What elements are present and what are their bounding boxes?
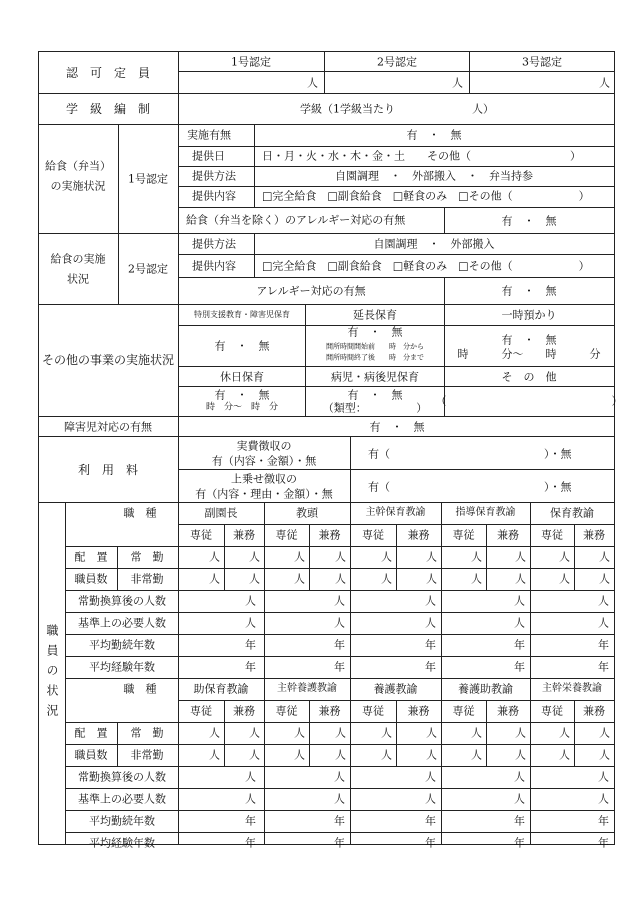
staff-nin-b-0-2-a: 人 (381, 726, 392, 740)
meal-r5-value: 有 ・ 無 (501, 214, 557, 228)
staff-job-b-2: 養護教諭 (373, 682, 418, 696)
meal2-label-b: 状況 (67, 272, 89, 286)
staff-haichi-b: 配 置 (74, 726, 108, 740)
staff-row-b-1: 基準上の必要人数 (78, 792, 166, 806)
staff-unit-b-0-2: 人 (425, 770, 436, 784)
staff-unit-b-2-3: 年 (514, 814, 525, 828)
staff-job-a-3: 指導保育教諭 (455, 507, 516, 518)
staff-unit-a-0-2: 人 (425, 594, 436, 608)
staff-nin-b-0-1-a: 人 (294, 726, 305, 740)
staff-unit-a-1-3: 人 (514, 616, 525, 630)
staff-ken-b-1: 兼務 (318, 704, 341, 718)
staff-nin-b-0-4-b: 人 (599, 726, 610, 740)
staff-unit-b-2-1: 年 (334, 814, 345, 828)
staff-nin-a-1-4-a: 人 (559, 572, 570, 586)
staff-nin-a-1-2-b: 人 (426, 572, 437, 586)
staff-job-b-1: 主幹養護教諭 (277, 683, 337, 694)
staff-unit-b-0-1: 人 (334, 770, 345, 784)
other-h4: 休日保育 (220, 370, 264, 384)
other-h3: 一時預かり (501, 308, 557, 322)
staff-unit-a-2-1: 年 (334, 638, 345, 652)
staff-job-a-0: 副園長 (204, 506, 238, 520)
staff-unit-a-2-4: 年 (598, 638, 609, 652)
staff-nin-b-1-1-a: 人 (294, 748, 305, 762)
staff-unit-a-3-3: 年 (514, 660, 525, 674)
other-v3b: 時 分～ 時 分 (457, 347, 601, 361)
staff-nin-a-1-1-a: 人 (294, 572, 305, 586)
staff-ken-b-4: 兼務 (583, 704, 605, 718)
staff-unit-b-1-0: 人 (245, 792, 256, 806)
staff-unit-b-0-0: 人 (245, 770, 256, 784)
staff-nin-a-1-3-b: 人 (515, 572, 526, 586)
other-v5b: （類型： ） (322, 401, 428, 415)
staff-nin-a-1-1-b: 人 (335, 572, 346, 586)
class-label: 学 級 編 制 (65, 102, 151, 116)
staff-side-label: 職員の状況 (45, 624, 59, 724)
meal2-r1-value: 自園調理 ・ 外部搬入 (373, 237, 495, 251)
staff-sen-a-0: 専従 (190, 528, 212, 542)
staff-hijokin-b: 非常勤 (130, 748, 164, 762)
staff-nin-a-0-4-b: 人 (599, 550, 610, 564)
fee-a2: 有（内容・金額）・無 (211, 454, 317, 468)
class-value: 学級（1学級当たり 人） (300, 102, 494, 116)
staff-type-label-a: 職 種 (123, 506, 157, 520)
staff-jokin-a: 常 勤 (130, 550, 164, 564)
staff-unit-b-2-2: 年 (425, 814, 436, 828)
staff-nin-b-0-3-a: 人 (471, 726, 482, 740)
staff-sen-b-4: 専従 (541, 704, 563, 718)
auth-col-3: 3号認定 (522, 55, 562, 69)
staff-unit-a-3-4: 年 (598, 660, 609, 674)
meal-r3-label: 提供方法 (192, 169, 236, 183)
staff-sen-a-1: 専従 (275, 528, 298, 542)
other-label: その他の事業の実施状況 (41, 353, 175, 367)
staff-sen-a-2: 専従 (362, 528, 384, 542)
staff-unit-b-2-4: 年 (598, 814, 609, 828)
staff-nin-b-1-0-b: 人 (249, 748, 260, 762)
staff-job-b-4: 主幹栄養教諭 (542, 683, 602, 694)
staff-unit-b-0-4: 人 (598, 770, 609, 784)
meal-group-1: 1号認定 (128, 172, 168, 186)
staff-nin-b-1-4-a: 人 (559, 748, 570, 762)
staff-nin-a-0-4-a: 人 (559, 550, 570, 564)
staff-unit-b-3-2: 年 (425, 836, 436, 850)
staff-ken-a-0: 兼務 (233, 528, 255, 542)
staff-nin-a-0-2-a: 人 (381, 550, 392, 564)
staff-nin-b-0-0-b: 人 (249, 726, 260, 740)
staff-ken-b-2: 兼務 (407, 704, 430, 718)
meal-r3-value: 自園調理 ・ 外部搬入 ・ 弁当持参 (335, 169, 533, 183)
fee-b-value: 有（ ）・無 (368, 480, 572, 494)
meal-r1-value: 有 ・ 無 (406, 128, 462, 142)
meal-r4-label: 提供内容 (192, 189, 236, 203)
meal2-r3-value: 有 ・ 無 (501, 284, 557, 298)
meal-label-a: 給食（弁当） (45, 159, 111, 173)
staff-job-b-3: 養護助教諭 (458, 682, 513, 696)
staff-ken-a-1: 兼務 (318, 528, 341, 542)
disab-label: 障害児対応の有無 (64, 420, 152, 434)
staff-unit-a-3-1: 年 (334, 660, 345, 674)
fee-label: 利 用 料 (77, 463, 139, 477)
auth-unit-1: 人 (307, 76, 318, 90)
staff-haichi-a: 配 置 (74, 550, 108, 564)
meal-r1-label: 実施有無 (187, 128, 231, 142)
staff-unit-b-2-0: 年 (245, 814, 256, 828)
staff-nin-b-1-1-b: 人 (335, 748, 346, 762)
meal-r5-label: 給食（弁当を除く）のアレルギー対応の有無 (186, 213, 406, 227)
staff-sen-b-0: 専従 (190, 704, 212, 718)
staff-unit-b-3-1: 年 (334, 836, 345, 850)
staff-nin-b-1-0-a: 人 (209, 748, 220, 762)
staff-nin-a-1-2-a: 人 (381, 572, 392, 586)
staff-nin-b-1-2-a: 人 (381, 748, 392, 762)
staff-sen-b-2: 専従 (362, 704, 384, 718)
staff-ken-b-0: 兼務 (233, 704, 255, 718)
staff-unit-b-3-0: 年 (245, 836, 256, 850)
staff-unit-a-2-3: 年 (514, 638, 525, 652)
staff-ken-a-4: 兼務 (583, 528, 605, 542)
auth-unit-3: 人 (599, 76, 610, 90)
meal2-label-a: 給食の実施 (50, 252, 106, 266)
staff-job-a-4: 保育教諭 (550, 506, 594, 520)
staff-sen-b-3: 専従 (452, 704, 475, 718)
staff-unit-b-1-1: 人 (334, 792, 345, 806)
staff-unit-b-1-3: 人 (514, 792, 525, 806)
staff-nin-a-1-0-b: 人 (249, 572, 260, 586)
staff-nin-a-0-1-b: 人 (335, 550, 346, 564)
other-v2c: 開所時間終了後 時 分まで (326, 353, 424, 362)
other-v4b: 時 分～ 時 分 (205, 402, 279, 413)
staff-unit-b-3-3: 年 (514, 836, 525, 850)
other-v1: 有 ・ 無 (214, 339, 270, 353)
meal-label-b: の実施状況 (50, 179, 106, 193)
meal-r4-value: □完全給食 □副食給食 □軽食のみ □その他（ ） (262, 189, 590, 203)
fee-b2: 有（内容・理由・金額）・無 (195, 487, 333, 501)
disab-value: 有 ・ 無 (369, 420, 425, 434)
other-v5a: 有 ・ 無 (347, 388, 403, 402)
staff-nin-a-0-3-a: 人 (471, 550, 482, 564)
other-v2a: 有 ・ 無 (347, 325, 403, 339)
staff-nin-b-0-2-b: 人 (426, 726, 437, 740)
staff-nin-a-1-0-a: 人 (209, 572, 220, 586)
staff-ken-b-3: 兼務 (497, 704, 519, 718)
staff-sen-b-1: 専従 (275, 704, 298, 718)
meal2-r2-label: 提供内容 (192, 259, 236, 273)
fee-b1: 上乗せ徴収の (231, 472, 297, 486)
fee-a-value: 有（ ）・無 (368, 447, 572, 461)
other-h2: 延長保育 (353, 308, 397, 322)
staff-sen-a-4: 専従 (541, 528, 563, 542)
staff-nin-b-0-4-a: 人 (559, 726, 570, 740)
staff-unit-a-0-1: 人 (334, 594, 345, 608)
staff-row-b-0: 常勤換算後の人数 (78, 770, 166, 784)
staff-type-label-b: 職 種 (123, 682, 157, 696)
staff-nin-a-1-3-a: 人 (471, 572, 482, 586)
staff-unit-a-2-0: 年 (245, 638, 256, 652)
staff-unit-b-1-2: 人 (425, 792, 436, 806)
staff-nin-a-0-0-a: 人 (209, 550, 220, 564)
staff-nin-b-1-2-b: 人 (426, 748, 437, 762)
staff-nin-b-1-3-a: 人 (471, 748, 482, 762)
staff-sen-a-3: 専従 (452, 528, 475, 542)
staff-job-a-2: 主幹保育教諭 (365, 507, 426, 518)
staff-unit-a-1-2: 人 (425, 616, 436, 630)
staff-unit-b-3-4: 年 (598, 836, 609, 850)
staff-row-a-0: 常勤換算後の人数 (78, 594, 166, 608)
staff-nin-b-0-1-b: 人 (335, 726, 346, 740)
other-h1: 特別支援教育・障害児保育 (194, 310, 290, 319)
staff-row-b-3: 平均経験年数 (89, 836, 155, 850)
staff-ken-a-2: 兼務 (407, 528, 430, 542)
staff-nin-a-1-4-b: 人 (599, 572, 610, 586)
staff-row-a-1: 基準上の必要人数 (78, 616, 166, 630)
staff-row-a-3: 平均経験年数 (89, 660, 155, 674)
staff-unit-a-1-1: 人 (334, 616, 345, 630)
auth-unit-2: 人 (452, 76, 463, 90)
staff-nin-b-0-0-a: 人 (209, 726, 220, 740)
staff-hijokin-a: 非常勤 (130, 572, 164, 586)
other-v4a: 有 ・ 無 (214, 388, 270, 402)
other-v2b: 開所時間開始前 時 分から (326, 342, 424, 351)
meal-r2-label: 提供日 (192, 149, 225, 163)
staff-nin-a-0-0-b: 人 (249, 550, 260, 564)
staff-shokuin-a: 職員数 (74, 572, 108, 586)
other-v6: （ ） (435, 394, 623, 408)
staff-unit-b-0-3: 人 (514, 770, 525, 784)
staff-unit-a-3-2: 年 (425, 660, 436, 674)
auth-col-1: 1号認定 (231, 55, 271, 69)
meal2-r1-label: 提供方法 (192, 237, 236, 251)
staff-unit-a-1-0: 人 (245, 616, 256, 630)
other-h6: そ の 他 (501, 370, 557, 384)
meal2-group-2: 2号認定 (128, 262, 168, 276)
meal-r2-value: 日・月・火・水・木・金・土 その他（ ） (262, 149, 581, 163)
staff-nin-a-0-1-a: 人 (294, 550, 305, 564)
meal2-r3-label: アレルギー対応の有無 (256, 284, 366, 298)
other-h5: 病児・病後児保育 (331, 370, 419, 384)
staff-unit-a-1-4: 人 (598, 616, 609, 630)
staff-job-b-0: 助保育教諭 (193, 682, 249, 696)
meal2-r2-value: □完全給食 □副食給食 □軽食のみ □その他（ ） (262, 259, 590, 273)
staff-row-a-2: 平均勤続年数 (89, 638, 155, 652)
staff-nin-b-1-4-b: 人 (599, 748, 610, 762)
staff-nin-b-0-3-b: 人 (515, 726, 526, 740)
staff-unit-a-3-0: 年 (245, 660, 256, 674)
staff-unit-a-0-0: 人 (245, 594, 256, 608)
staff-shokuin-b: 職員数 (74, 748, 108, 762)
staff-unit-a-2-2: 年 (425, 638, 436, 652)
auth-col-2: 2号認定 (377, 55, 417, 69)
staff-nin-a-0-3-b: 人 (515, 550, 526, 564)
other-v3a: 有 ・ 無 (501, 333, 557, 347)
staff-unit-b-1-4: 人 (598, 792, 609, 806)
staff-job-a-1: 教頭 (296, 506, 318, 520)
fee-a1: 実費徴収の (236, 439, 292, 453)
staff-jokin-b: 常 勤 (130, 726, 164, 740)
staff-ken-a-3: 兼務 (497, 528, 519, 542)
staff-unit-a-0-3: 人 (514, 594, 525, 608)
staff-nin-b-1-3-b: 人 (515, 748, 526, 762)
staff-row-b-2: 平均勤続年数 (89, 814, 155, 828)
staff-nin-a-0-2-b: 人 (426, 550, 437, 564)
auth-capacity-label: 認 可 定 員 (65, 66, 151, 80)
staff-unit-a-0-4: 人 (598, 594, 609, 608)
